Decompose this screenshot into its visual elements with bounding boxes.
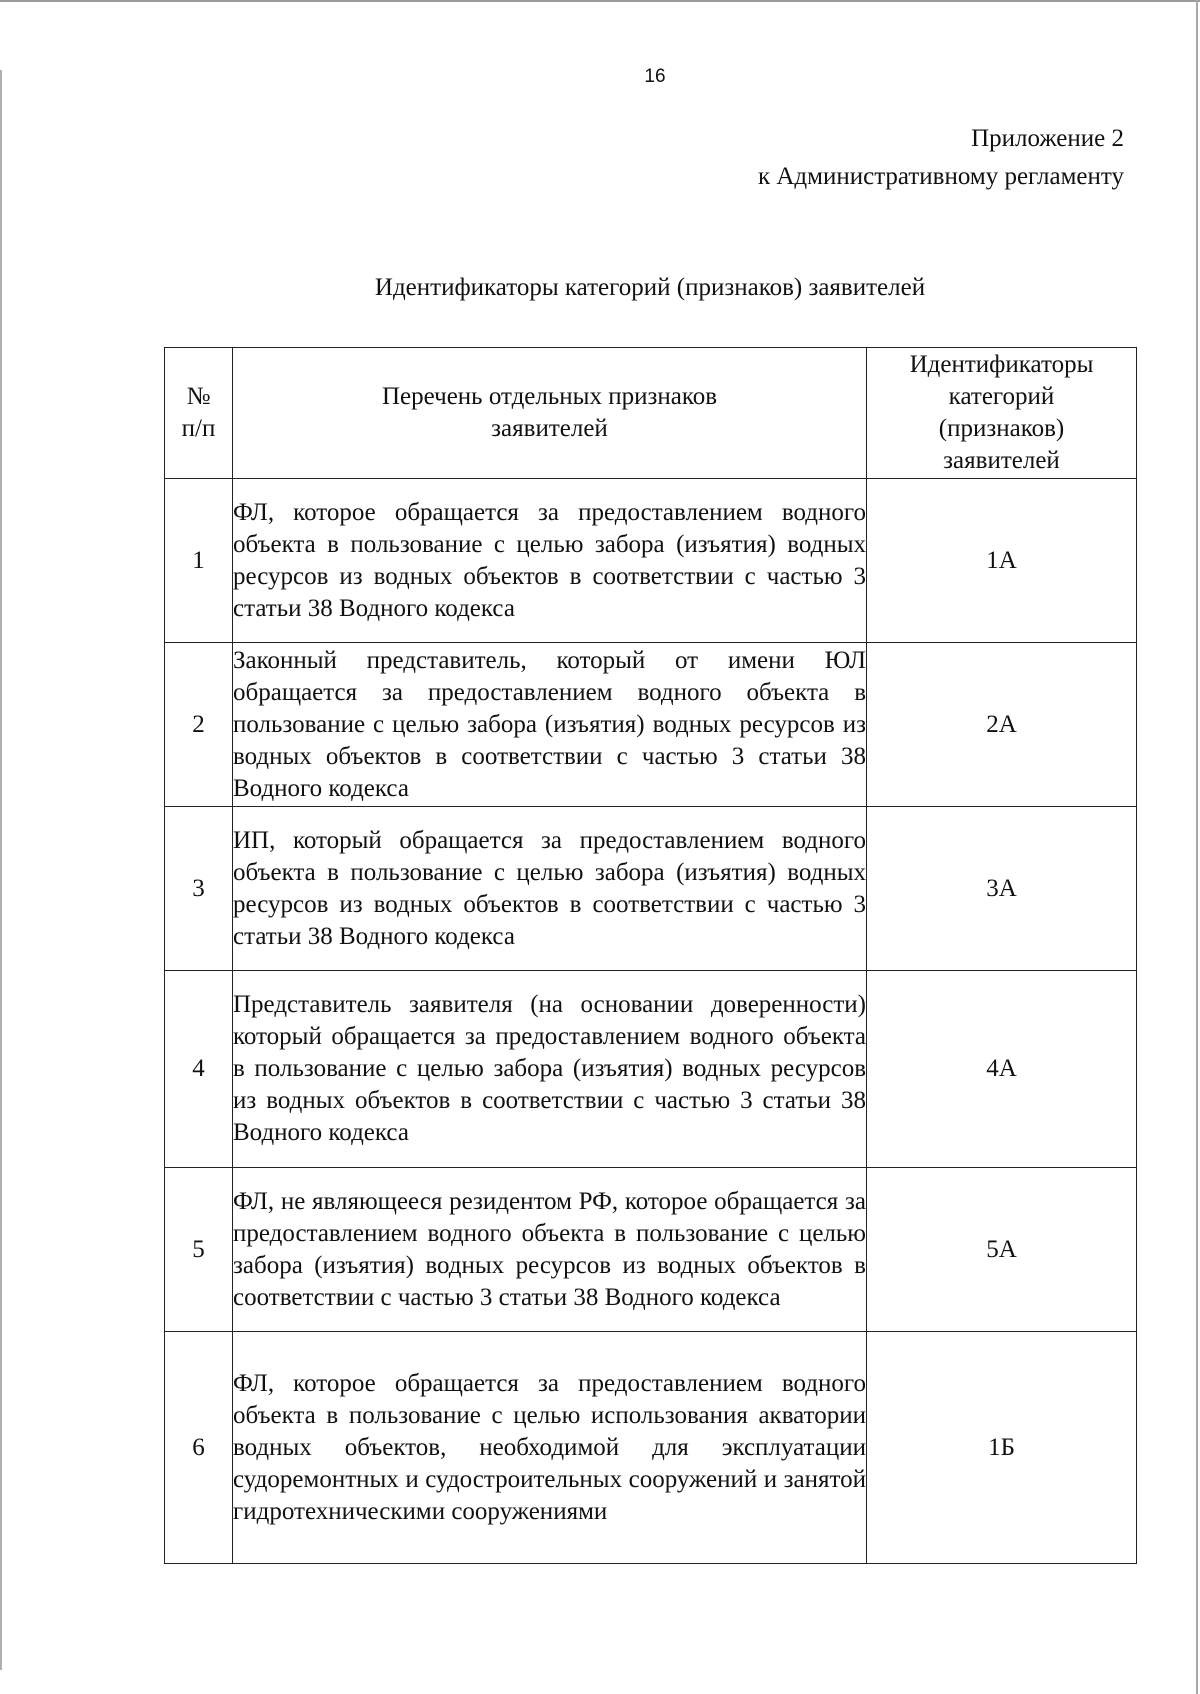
- row-description: ФЛ, которое обращается за предоставлением водного объекта в пользование с целью забора (изъятия) водных ресурсов из водных объектов в соответствии с частью 3 статьи 38 Водного кодекса: [233, 479, 867, 643]
- table-row: [165, 479, 1137, 643]
- header-description: [233, 348, 867, 479]
- row-identifier: 4А: [867, 971, 1137, 1168]
- header-identifier: [867, 348, 1137, 479]
- row-identifier: 5А: [867, 1168, 1137, 1332]
- scan-edge-left: [0, 70, 2, 1670]
- header-number-line-1: №: [186, 383, 211, 410]
- row-description: ФЛ, которое обращается за предоставлением водного объекта в пользование с целью использования акватории водных объектов, необходимой для эксплуатации судоремонтных и судостроительных сооружений и занятой гидротехническими сооружениями: [233, 1332, 867, 1564]
- header-identifier-line-2: категорий: [948, 383, 1055, 410]
- row-description: Представитель заявителя (на основании доверенности) который обращается за предоставлением водного объекта в пользование с целью забора (изъятия) водных ресурсов из водных объектов в соответствии с частью 3 статьи 38 Водного кодекса: [233, 971, 867, 1168]
- header-description-line-1: Перечень отдельных признаков: [382, 383, 717, 410]
- row-identifier: 2А: [867, 643, 1137, 807]
- row-description: Законный представитель, который от имени ЮЛ обращается за предоставлением водного объекта в пользование с целью забора (изъятия) водных ресурсов из водных объектов в соответствии с частью 3 статьи 38 Водного кодекса: [233, 643, 867, 807]
- table-row: [165, 1332, 1137, 1564]
- row-number: 5: [165, 1168, 233, 1332]
- appendix-line-1: Приложение 2: [971, 125, 1124, 152]
- table-row: [165, 1168, 1137, 1332]
- appendix-line-2: к Административному регламенту: [757, 163, 1124, 190]
- header-number-line-2: п/п: [181, 415, 216, 442]
- table-row: [165, 807, 1137, 971]
- table-row: [165, 643, 1137, 807]
- row-number: 4: [165, 971, 233, 1168]
- row-identifier: 3А: [867, 807, 1137, 971]
- table-header-row: [165, 348, 1137, 479]
- scan-edge-top: [0, 0, 1200, 2]
- header-identifier-line-4: заявителей: [943, 447, 1060, 474]
- row-identifier: 1А: [867, 479, 1137, 643]
- categories-table: [164, 347, 1137, 1564]
- row-identifier: 1Б: [867, 1332, 1137, 1564]
- document-title: Идентификаторы категорий (признаков) заявителей: [374, 274, 926, 301]
- header-identifier-line-3: (признаков): [938, 415, 1065, 442]
- row-number: 2: [165, 643, 233, 807]
- header-identifier-line-1: Идентификаторы: [909, 351, 1094, 378]
- row-number: 1: [165, 479, 233, 643]
- page-number: 16: [644, 66, 666, 87]
- header-description-line-2: заявителей: [491, 415, 608, 442]
- scan-edge-right: [1196, 0, 1198, 1694]
- row-description: ИП, который обращается за предоставлением водного объекта в пользование с целью забора (изъятия) водных ресурсов из водных объектов в соответствии с частью 3 статьи 38 Водного кодекса: [233, 807, 867, 971]
- row-description: ФЛ, не являющееся резидентом РФ, которое обращается за предоставлением водного объекта в пользование с целью забора (изъятия) водных ресурсов из водных объектов в соответствии с частью 3 статьи 38 Водного кодекса: [233, 1168, 867, 1332]
- appendix-note: [758, 120, 1124, 196]
- row-number: 3: [165, 807, 233, 971]
- row-number: 6: [165, 1332, 233, 1564]
- table-row: [165, 971, 1137, 1168]
- header-number: [165, 348, 233, 479]
